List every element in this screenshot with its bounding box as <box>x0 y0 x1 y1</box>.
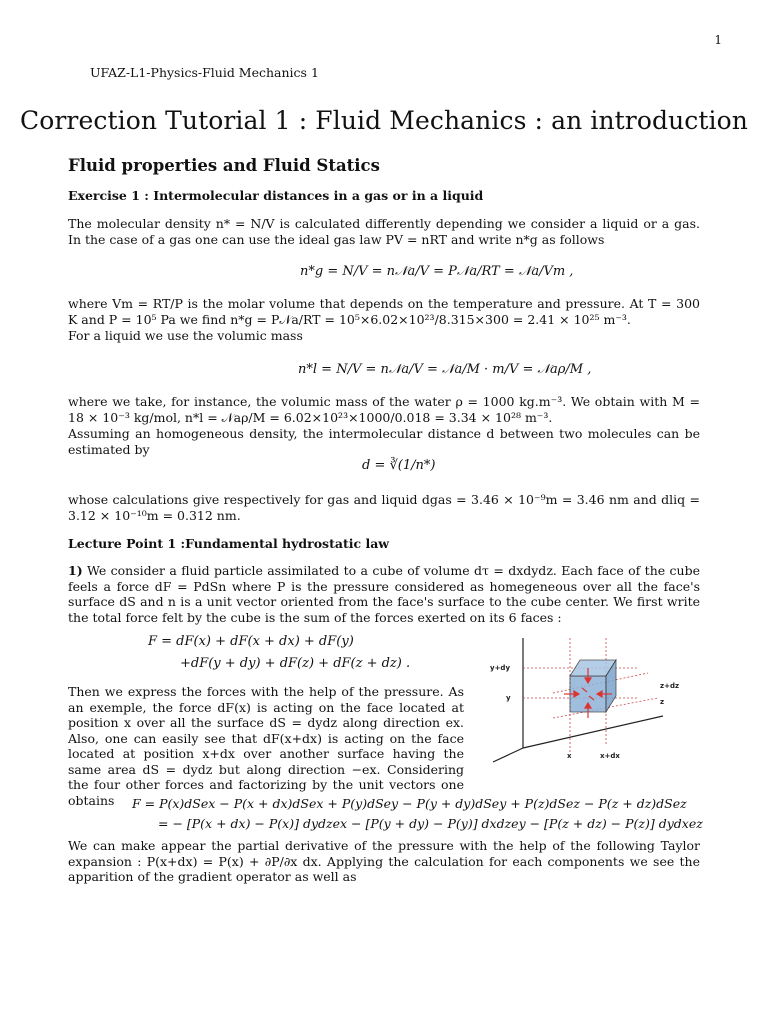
section-title: Fluid properties and Fluid Statics <box>68 156 380 175</box>
label-y-dy: y+dy <box>490 664 511 672</box>
page-number: 1 <box>714 33 722 47</box>
lecture-paragraph-3: We can make appear the partial derivative of the pressure with the help of the following Taylor expansion : P(x+dx) = P(x) + ∂P/∂x dx. Applying the calculation for each components we see the apparition of the gradient operator as well as <box>68 838 700 884</box>
equation-liquid-density: n*l = N/V = n𝒩a/V = 𝒩a/M · m/V = 𝒩aρ/M , <box>298 362 592 377</box>
exercise-paragraph-4: where we take, for instance, the volumic mass of the water ρ = 1000 kg.m⁻³. We obtain with M = 18 × 10⁻³ kg/mol, n*l = 𝒩aρ/M = 6.02×10²³×1000/0.018 = 3.34 × 10²⁸ m⁻³. <box>68 394 700 425</box>
equation-force-expansion-line-1: F = P(x)dSex − P(x + dx)dSex + P(y)dSey − P(y + dy)dSey + P(z)dSez − P(z + dz)dSez <box>132 796 687 811</box>
label-z-dz: z+dz <box>660 682 680 690</box>
lecture-paragraph-1-text: We consider a fluid particle assimilated to a cube of volume dτ = dxdydz. Each face of the cube feels a force dF = PdSn where P is the pressure considered as homegeneous over all the face's surface dS and n is a unit vector oriented from the face's surface to the cube center. We first write the total force felt by the cube is the sum of the forces exerted on its 6 faces : <box>68 563 700 625</box>
exercise-paragraph-5: Assuming an homogeneous density, the intermolecular distance d between two molecules can be estimated by <box>68 426 700 457</box>
lecture-heading: Lecture Point 1 :Fundamental hydrostatic law <box>68 536 390 551</box>
running-header: UFAZ-L1-Physics-Fluid Mechanics 1 <box>90 65 319 80</box>
equation-total-force-line-1: F = dF(x) + dF(x + dx) + dF(y) <box>148 634 354 649</box>
equation-force-expansion-line-2: = − [P(x + dx) − P(x)] dydzex − [P(y + dy) − P(y)] dxdzey − [P(z + dz) − P(z)] dydxez <box>158 816 703 831</box>
label-y: y <box>506 694 511 702</box>
label-x: x <box>567 752 572 760</box>
equation-gas-density: n*g = N/V = n𝒩a/V = P𝒩a/RT = 𝒩a/Vm , <box>300 264 574 279</box>
lecture-paragraph-1 <box>68 563 700 625</box>
point-label: 1) <box>68 563 83 578</box>
cube-figure <box>488 628 696 768</box>
exercise-paragraph-1: The molecular density n* = N/V is calculated differently depending we consider a liquid or a gas. In the case of a gas one can use the ideal gas law PV = nRT and write n*g as follows <box>68 216 700 247</box>
z-axis <box>493 748 523 762</box>
equation-total-force-line-2: +dF(y + dy) + dF(z) + dF(z + dz) . <box>180 656 411 671</box>
equation-distance: d = ∛(1/n*) <box>362 458 436 473</box>
label-x-dx: x+dx <box>600 752 620 760</box>
lecture-paragraph-2: Then we express the forces with the help of the pressure. As an exemple, the force dF(x) is acting on the face located at position x over all the surface dS = dydz along direction ex. Also, one can easily see that dF(x+dx) is acting on the face located at position x+dx over another surface having the same area dS = dydz but along direction −ex. Considering the four other forces and factorizing by the unit vectors one obtains <box>68 684 464 808</box>
exercise-heading: Exercise 1 : Intermolecular distances in a gas or in a liquid <box>68 188 484 203</box>
document-title: Correction Tutorial 1 : Fluid Mechanics : an introduction <box>19 106 749 135</box>
exercise-paragraph-6: whose calculations give respectively for gas and liquid dgas = 3.46 × 10⁻⁹m = 3.46 nm and dliq = 3.12 × 10⁻¹⁰m = 0.312 nm. <box>68 492 700 523</box>
exercise-paragraph-3: For a liquid we use the volumic mass <box>68 328 303 343</box>
exercise-paragraph-2: where Vm = RT/P is the molar volume that depends on the temperature and pressure. At T = 300 K and P = 10⁵ Pa we find n*g = P𝒩a/RT = 10⁵×6.02×10²³/8.315×300 = 2.41 × 10²⁵ m⁻³. <box>68 296 700 327</box>
label-z: z <box>660 698 665 706</box>
x-axis <box>523 716 663 748</box>
